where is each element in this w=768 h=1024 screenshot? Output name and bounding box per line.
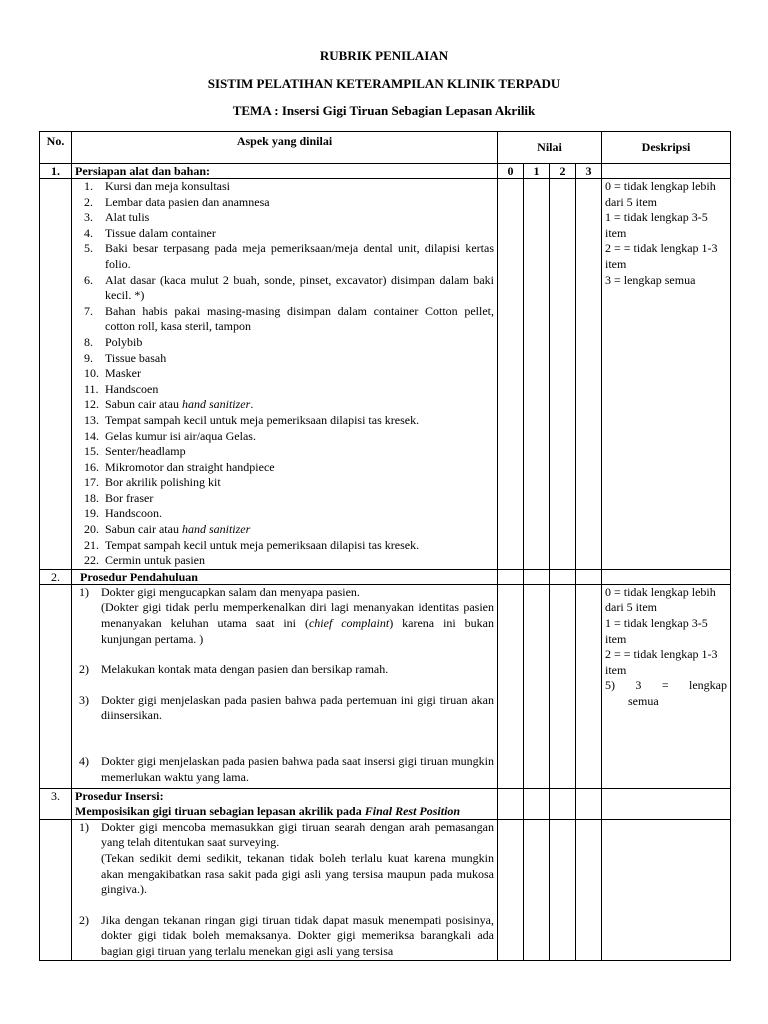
item-text: Melakukan kontak mata dengan pasien dan bersikap ramah. — [101, 662, 389, 677]
score-cell-0[interactable] — [498, 819, 524, 960]
score-cell-empty — [498, 569, 524, 584]
item-number: 1. — [84, 179, 93, 193]
document-theme: TEMA : Insersi Gigi Tiruan Sebagian Lepasan Akrilik — [232, 103, 536, 118]
item-text: Lembar data pasien dan anamnesa — [105, 194, 270, 209]
item-text: Tissue dalam container — [105, 225, 216, 240]
item-text: Polybib — [105, 334, 143, 349]
desc-line: 0 = tidak lengkap lebih dari 5 item — [605, 584, 716, 615]
section-2-number: 2. — [40, 569, 72, 584]
desc-line: 1 = tidak lengkap 3-5 item — [605, 210, 708, 240]
item-text: Gelas kumur isi air/aqua Gelas. — [105, 428, 256, 443]
desc-word: lengkap — [689, 678, 727, 693]
list-item — [75, 538, 494, 554]
item-text-em: hand sanitizer — [181, 397, 251, 412]
section-1-title-desc — [602, 164, 731, 179]
desc-cell-empty — [602, 569, 731, 584]
item-text: Tempat sampah kecil untuk meja pemeriksaan dilapisi tas kresek. — [105, 537, 420, 552]
score-3-label: 3 — [576, 164, 602, 179]
item-number: 7. — [84, 303, 93, 318]
item-number: 11. — [84, 381, 99, 396]
section-3-subtitle — [75, 804, 494, 819]
score-cell-1[interactable] — [524, 179, 550, 570]
item-text-after: . — [250, 397, 254, 412]
score-cell-0[interactable] — [498, 179, 524, 570]
section-1-title: Persiapan alat dan bahan: — [72, 164, 498, 179]
section-3-subtitle-text: Memposisikan gigi tiruan sebagian lepasan akrilik pada — [75, 803, 365, 818]
item-number: 15. — [84, 444, 99, 459]
list-item — [75, 522, 494, 538]
item-note-text: (Dokter gigi tidak perlu memperkenalkan diri lagi menanyakan identitas pasien menanyakan keluhan utama saat ini ( — [101, 600, 494, 631]
section-2-body-no — [40, 584, 72, 788]
item-number: 6. — [84, 272, 93, 287]
section-3-body-no — [40, 819, 72, 960]
score-cell-3[interactable] — [576, 584, 602, 788]
item-number: 19. — [84, 506, 99, 521]
list-item — [75, 304, 494, 335]
item-text: Cermin untuk pasien — [105, 553, 205, 568]
score-cell-empty — [576, 788, 602, 819]
section-1-number: 1. — [40, 164, 72, 179]
desc-line: 0 = tidak lengkap lebih dari 5 item — [605, 179, 716, 209]
score-cell-2[interactable] — [550, 819, 576, 960]
section-1-description — [602, 179, 731, 570]
item-number: 10. — [84, 366, 99, 381]
score-cell-0[interactable] — [498, 584, 524, 788]
header-no: No. — [40, 132, 72, 164]
header-deskripsi: Deskripsi — [602, 132, 731, 164]
item-number: 4. — [84, 225, 93, 240]
section-3-items-cell — [72, 819, 498, 960]
list-item — [75, 553, 494, 569]
section-2-items — [75, 585, 494, 785]
score-cell-2[interactable] — [550, 584, 576, 788]
section-3-body-row — [40, 819, 731, 960]
item-note-em: chief complaint — [308, 616, 390, 631]
score-cell-empty — [550, 788, 576, 819]
list-item — [75, 413, 494, 429]
list-item — [75, 273, 494, 304]
item-number: 16. — [84, 459, 99, 474]
section-1-body-row — [40, 179, 731, 570]
item-text: Dokter gigi menjelaskan pada pasien bahwa pada pertemuan ini gigi tiruan akan diinsersikan. — [101, 692, 494, 723]
section-2-title: Prosedur Pendahuluan — [72, 569, 498, 584]
table-header-row — [40, 132, 731, 164]
item-text: Mikromotor dan straight handpiece — [105, 459, 275, 474]
list-item — [75, 693, 494, 724]
item-text: Bor akrilik polishing kit — [105, 475, 221, 490]
section-1-body-no — [40, 179, 72, 570]
desc-line: 2 = = tidak lengkap 1-3 item — [605, 647, 718, 677]
item-number: 22. — [84, 553, 99, 568]
section-2-description — [602, 584, 731, 788]
score-cell-empty — [524, 569, 550, 584]
desc-line: 2 = = tidak lengkap 1-3 item — [605, 241, 718, 271]
desc-line: 1 = tidak lengkap 3-5 item — [605, 616, 708, 646]
section-3-title-cell — [72, 788, 498, 819]
item-text: Tempat sampah kecil untuk meja pemeriksaan dilapisi tas kresek. — [105, 412, 420, 427]
section-3-number: 3. — [40, 788, 72, 819]
item-number: 18. — [84, 490, 99, 505]
desc-word: 5) — [605, 678, 615, 693]
section-3-subtitle-em: Final Rest Position — [364, 803, 461, 818]
desc-word: 3 — [635, 678, 642, 693]
section-1-items — [75, 179, 494, 569]
item-number: 13. — [84, 412, 99, 427]
section-2-items-cell — [72, 584, 498, 788]
item-number: 8. — [84, 334, 93, 349]
section-2-title-row — [40, 569, 731, 584]
list-item — [75, 585, 494, 647]
item-note: (Tekan sedikit demi sedikit, tekanan tidak boleh terlalu kuat karena mungkin akan mengakibatkan rasa sakit pada gigi asli yang tersisa maupun pada mukosa gingiva.). — [101, 851, 494, 897]
item-number: 12. — [84, 397, 99, 412]
item-text: Handscoon. — [105, 506, 162, 521]
list-item — [75, 397, 494, 413]
list-item — [75, 913, 494, 960]
item-text: Dokter gigi mengucapkan salam dan menyapa pasien. — [101, 584, 360, 599]
item-number: 9. — [84, 350, 93, 365]
item-text: Dokter gigi mencoba memasukkan gigi tiruan searah dengan arah pemasangan yang telah ditentukan saat surveying. — [101, 819, 494, 850]
item-note-text: ) karena ini bukan kunjungan pertama. ) — [101, 616, 494, 646]
list-item — [75, 179, 494, 195]
list-item — [75, 351, 494, 367]
item-text-em: hand sanitizer — [181, 522, 251, 537]
list-item — [75, 241, 494, 272]
list-item — [75, 475, 494, 491]
list-item — [75, 444, 494, 460]
item-number: 1) — [79, 584, 89, 599]
score-cell-empty — [576, 569, 602, 584]
section-3-title-row — [40, 788, 731, 819]
score-cell-empty — [524, 788, 550, 819]
item-text: Masker — [105, 366, 141, 381]
list-item — [75, 382, 494, 398]
header-aspek: Aspek yang dinilai — [72, 132, 498, 164]
section-3-items — [75, 820, 494, 960]
item-text: Dokter gigi menjelaskan pada pasien bahwa pada saat insersi gigi tiruan mungkin memerlukan waktu yang lama. — [101, 754, 494, 784]
item-text: Sabun cair atau — [105, 397, 182, 412]
score-2-label: 2 — [550, 164, 576, 179]
score-cell-1[interactable] — [524, 584, 550, 788]
score-cell-empty — [550, 569, 576, 584]
section-1-title-row — [40, 164, 731, 179]
list-item — [75, 820, 494, 898]
score-cell-2[interactable] — [550, 179, 576, 570]
item-text: Baki besar terpasang pada meja pemeriksaan/meja dental unit, dilapisi kertas folio. — [105, 241, 494, 271]
score-cell-1[interactable] — [524, 819, 550, 960]
item-number: 14. — [84, 428, 99, 443]
desc-word: = — [661, 678, 669, 693]
item-number: 2) — [79, 912, 89, 927]
score-cell-3[interactable] — [576, 179, 602, 570]
item-number: 21. — [84, 537, 99, 552]
section-2-body-row — [40, 584, 731, 788]
header-nilai: Nilai — [498, 132, 602, 164]
list-item — [75, 491, 494, 507]
item-text: Bahan habis pakai masing-masing disimpan dalam container Cotton pellet, cotton roll, kasa steril, tampon — [105, 303, 494, 334]
list-item — [75, 460, 494, 476]
section-3-description — [602, 819, 731, 960]
item-text: Alat tulis — [105, 210, 150, 225]
item-note — [101, 600, 494, 645]
list-item — [75, 226, 494, 242]
list-item — [75, 335, 494, 351]
score-cell-3[interactable] — [576, 819, 602, 960]
section-3-title: Prosedur Insersi: — [75, 788, 164, 803]
item-number: 1) — [79, 819, 89, 834]
item-number: 3. — [84, 210, 93, 225]
item-number: 4) — [79, 754, 89, 768]
item-number: 2) — [79, 662, 89, 677]
item-number: 20. — [84, 522, 99, 537]
item-text: Kursi dan meja konsultasi — [105, 179, 230, 193]
list-item — [75, 366, 494, 382]
item-number: 5. — [84, 241, 93, 256]
list-item — [75, 662, 494, 678]
desc-cell-empty — [602, 788, 731, 819]
desc-line — [605, 678, 727, 694]
item-text: Bor fraser — [105, 490, 154, 505]
score-1-label: 1 — [524, 164, 550, 179]
item-text: Senter/headlamp — [105, 444, 186, 459]
list-item — [75, 429, 494, 445]
score-cell-empty — [498, 788, 524, 819]
list-item — [75, 195, 494, 211]
document-title: RUBRIK PENILAIAN — [319, 48, 449, 63]
item-text: Handscoen — [105, 381, 159, 396]
list-item — [75, 506, 494, 522]
item-text: Jika dengan tekanan ringan gigi tiruan tidak dapat masuk menempati posisinya, dokter gigi tidak boleh memaksanya. Dokter gigi memeriksa barangkali ada bagian gigi tiruan yang terlalu menekan gigi asli yang tersisa — [101, 912, 494, 958]
item-text: Alat dasar (kaca mulut 2 buah, sonde, pinset, excavator) disimpan dalam baki kecil. *) — [105, 272, 494, 303]
desc-line: semua — [628, 694, 659, 708]
item-number: 3) — [79, 692, 89, 707]
score-0-label: 0 — [498, 164, 524, 179]
item-text: Tissue basah — [105, 350, 167, 365]
document-subtitle: SISTIM PELATIHAN KETERAMPILAN KLINIK TERPADU — [207, 76, 561, 91]
section-1-items-cell — [72, 179, 498, 570]
item-number: 17. — [84, 475, 99, 490]
rubric-table — [39, 131, 731, 961]
list-item — [75, 210, 494, 226]
item-number: 2. — [84, 194, 93, 209]
desc-line: 3 = lengkap semua — [605, 272, 696, 287]
item-text: Sabun cair atau — [105, 522, 182, 537]
list-item — [75, 754, 494, 785]
